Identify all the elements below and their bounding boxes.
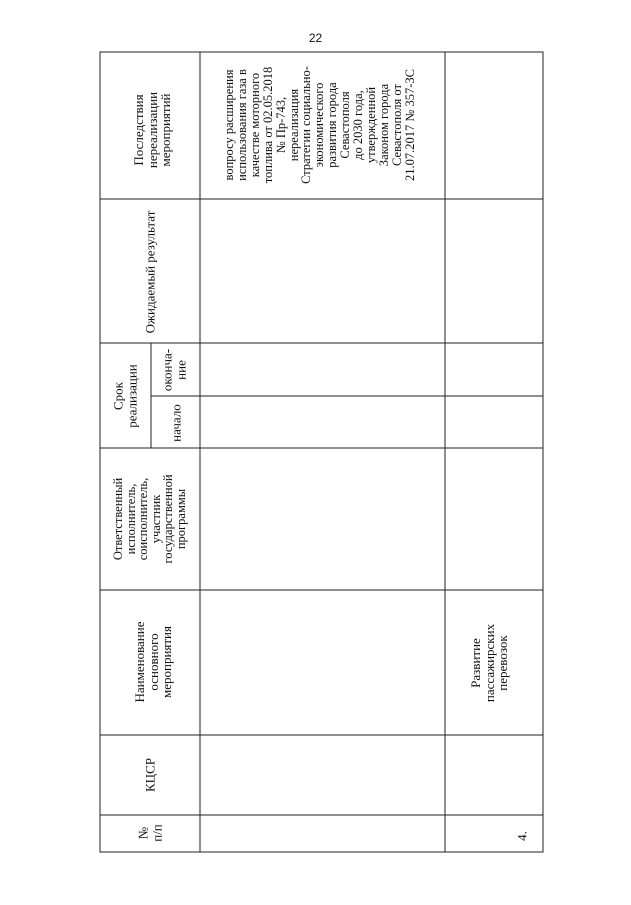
page-number: 22 bbox=[308, 31, 323, 45]
